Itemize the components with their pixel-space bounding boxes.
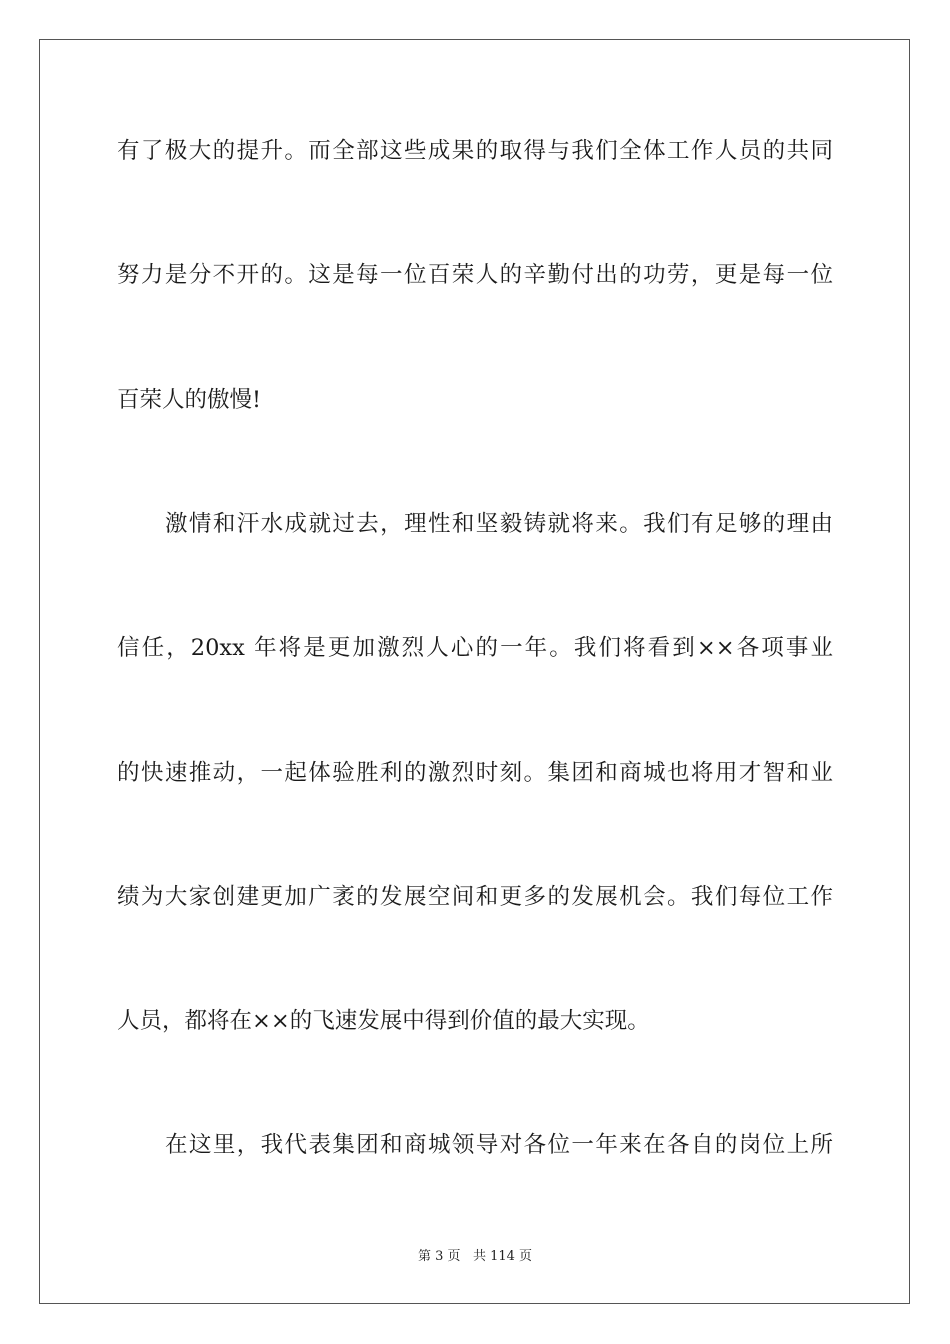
page-number: 第 3 页	[417, 1249, 461, 1264]
paragraph-1-line-2: 努力是分不开的。这是每一位百荣人的辛勤付出的功劳，更是每一位	[117, 262, 833, 288]
paragraph-2-line-3: 的快速推动，一起体验胜利的激烈时刻。集团和商城也将用才智和业	[117, 760, 833, 786]
paragraph-1-line-1: 有了极大的提升。而全部这些成果的取得与我们全体工作人员的共同	[117, 138, 833, 164]
paragraph-1-line-3: 百荣人的傲慢!	[117, 387, 262, 413]
page-frame	[39, 39, 910, 1304]
paragraph-2-line-1: 激情和汗水成就过去，理性和坚毅铸就将来。我们有足够的理由	[165, 511, 833, 537]
paragraph-2-line-5: 人员，都将在××的飞速发展中得到价值的最大实现。	[117, 1008, 650, 1034]
paragraph-2-line-4: 绩为大家创建更加广袤的发展空间和更多的发展机会。我们每位工作	[117, 884, 833, 910]
page-footer	[0, 1248, 950, 1266]
paragraph-2-line-2: 信任，20xx 年将是更加激烈人心的一年。我们将看到××各项事业	[117, 635, 833, 661]
page-total: 共 114 页	[472, 1249, 533, 1264]
paragraph-3-line-1: 在这里，我代表集团和商城领导对各位一年来在各自的岗位上所	[165, 1132, 833, 1158]
